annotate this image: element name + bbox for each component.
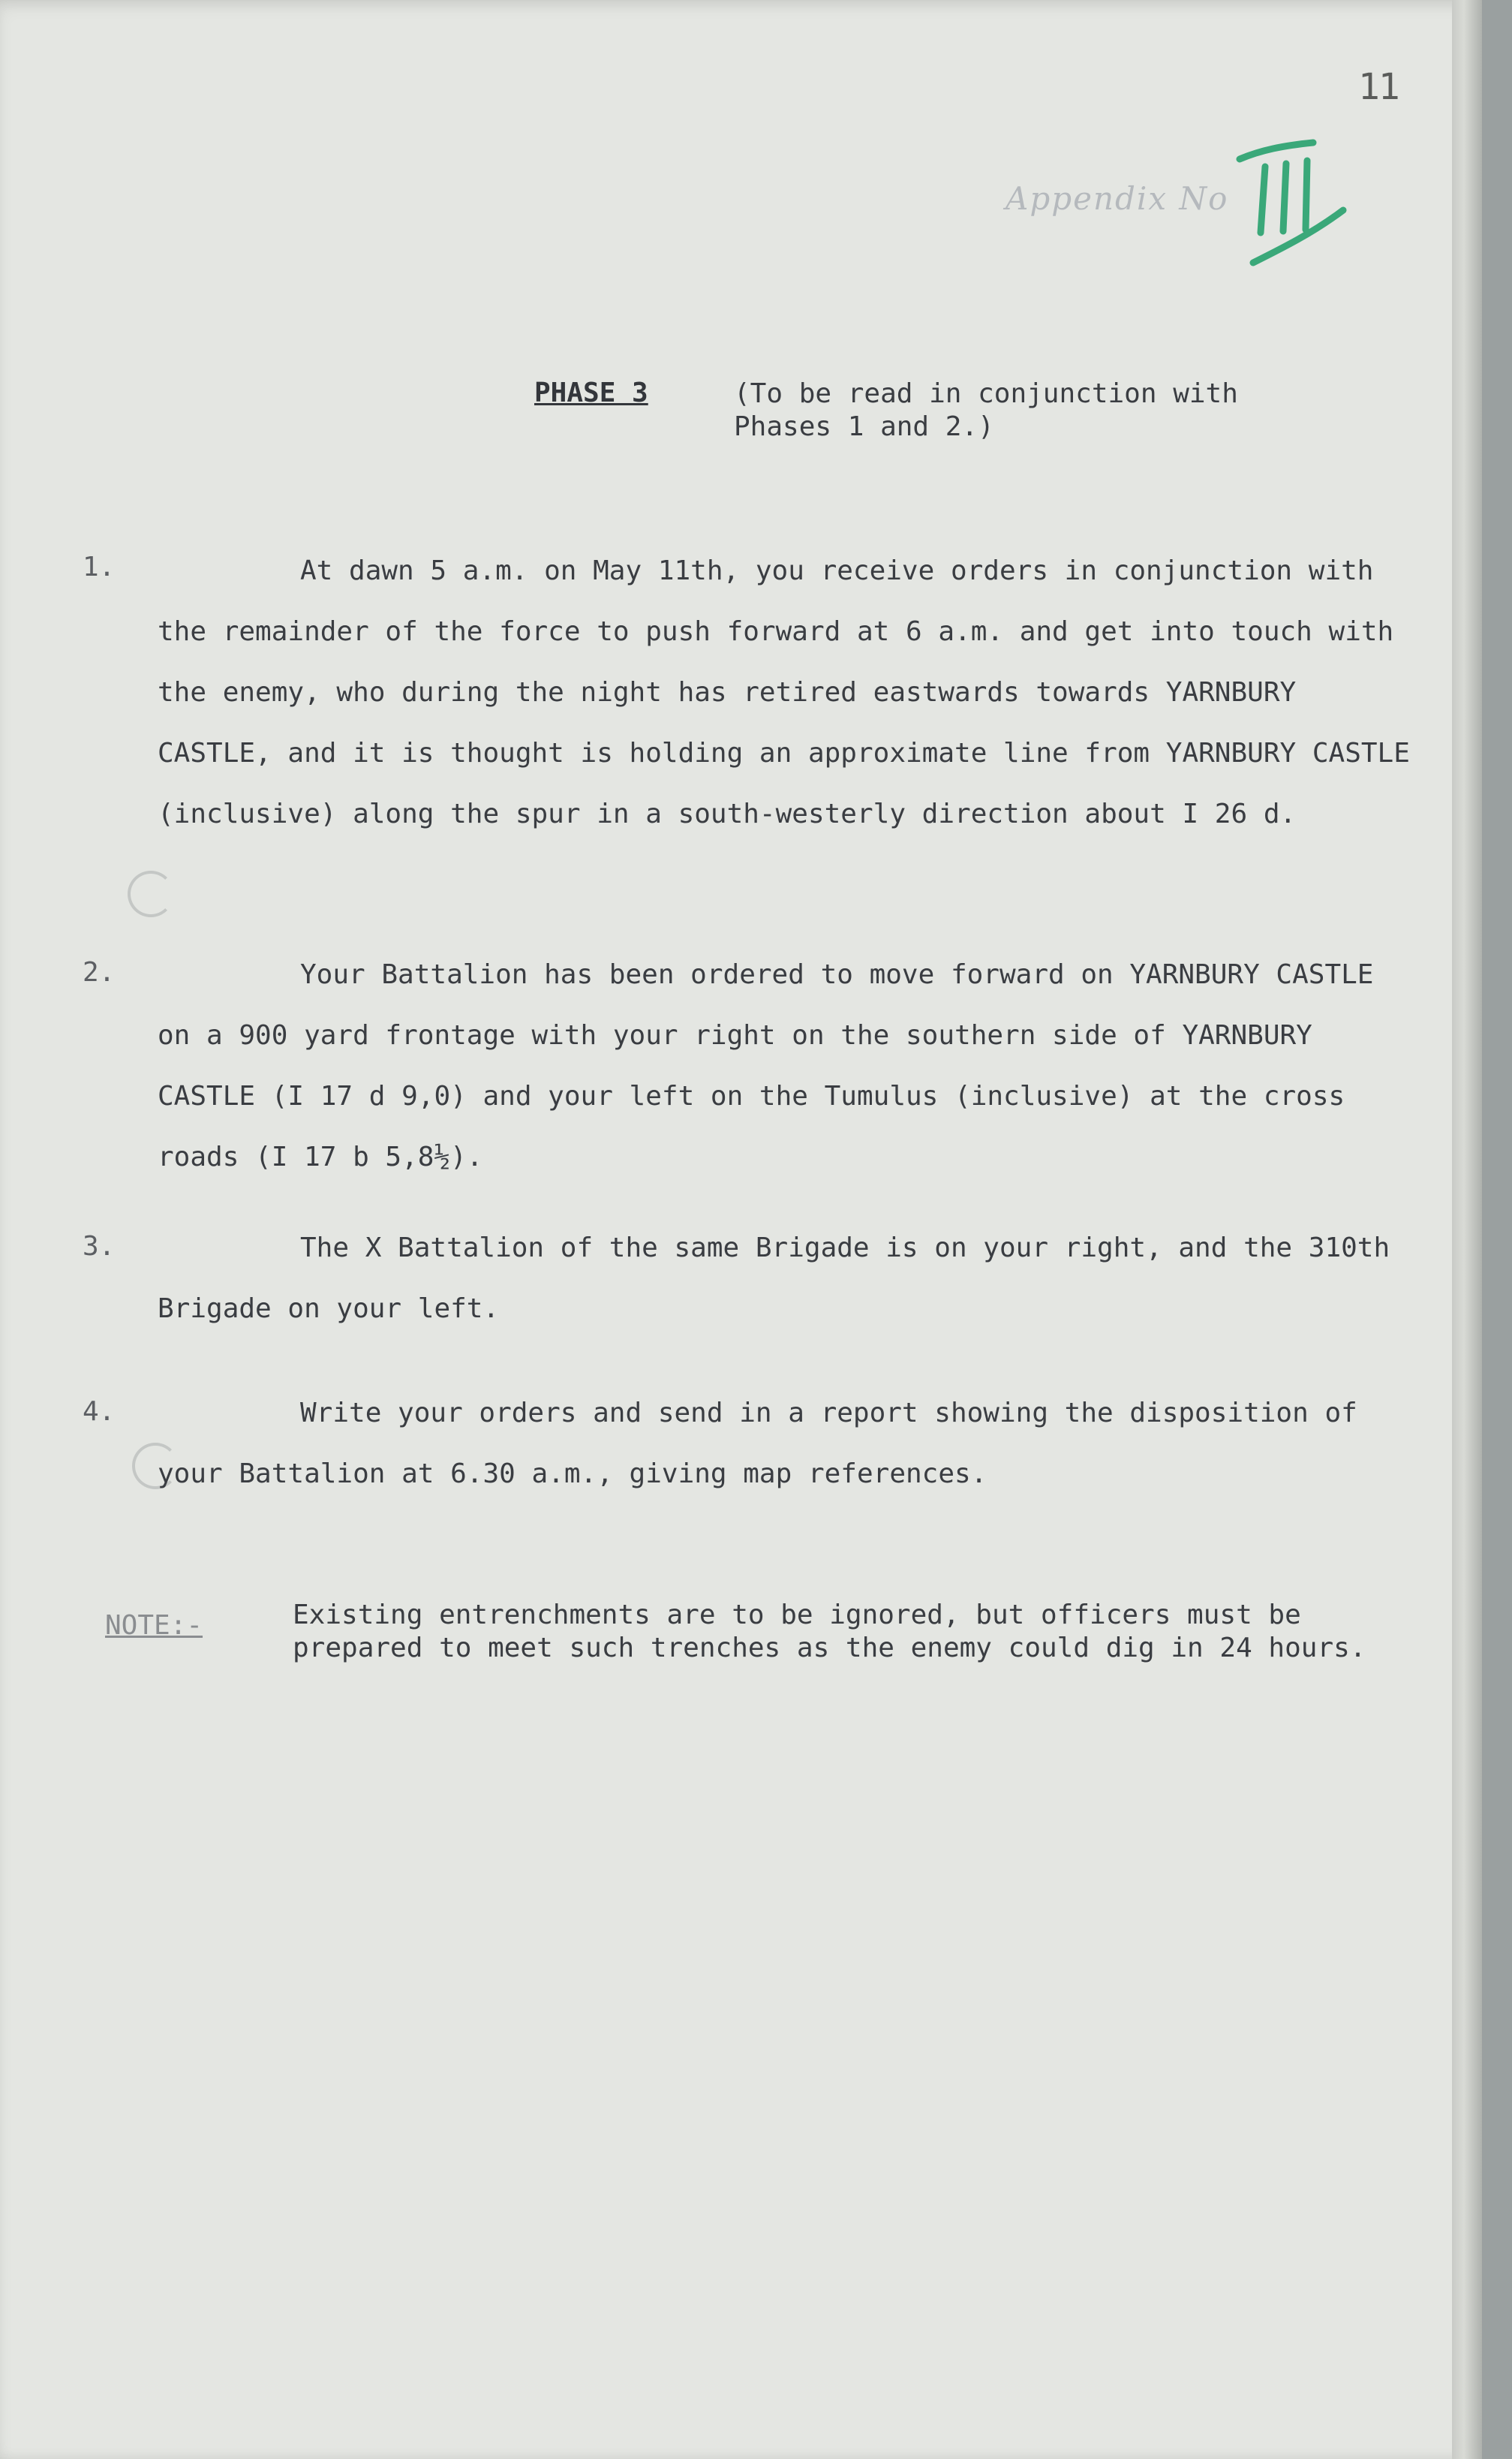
paragraph-text: Write your orders and send in a report showing the disposition of your Battalion at 6.30 a.m., giving map references. (158, 1398, 1357, 1489)
handwritten-numeral-iii (1231, 120, 1351, 278)
paragraph-number: 1. (83, 552, 116, 582)
heading-note (734, 378, 1334, 444)
heading-note-text: (To be read in conjunction with Phases 1 and 2.) (734, 378, 1238, 442)
page-number: 11 (1358, 66, 1399, 108)
phase-heading: PHASE 3 (534, 378, 648, 408)
paragraph-text: The X Battalion of the same Brigade is on your right, and the 310th Brigade on your left. (158, 1233, 1390, 1324)
paragraph-number: 2. (83, 957, 116, 988)
page-edge (1452, 0, 1482, 2459)
note-label: NOTE:- (105, 1610, 203, 1641)
paragraph-number: 3. (83, 1231, 116, 1262)
note-text: Existing entrenchments are to be ignored, but officers must be prepared to meet such trenches as the enemy could dig in 24 hours. (293, 1600, 1366, 1663)
appendix-stamp: Appendix No (1005, 180, 1229, 217)
paragraph-text: Your Battalion has been ordered to move forward on YARNBURY CASTLE on a 900 yard frontage with your right on the southern side of YARNBURY CASTLE (I 17 d 9,0) and your left on the Tumulus (inclusive) at the cross roads (I 17 b 5,8½). (158, 959, 1374, 1172)
paragraph-number: 4. (83, 1396, 116, 1427)
paragraph-text: At dawn 5 a.m. on May 11th, you receive orders in conjunction with the remainder of the force to push forward at 6 a.m. and get into touch with the enemy, who during the night has retired eastwards towards YARNBURY CASTLE, and it is thought is holding an approximate line from YARNBURY CASTLE (inclusive) along the spur in a south-westerly direction about I 26 d. (158, 555, 1410, 829)
punch-hole (128, 871, 174, 917)
